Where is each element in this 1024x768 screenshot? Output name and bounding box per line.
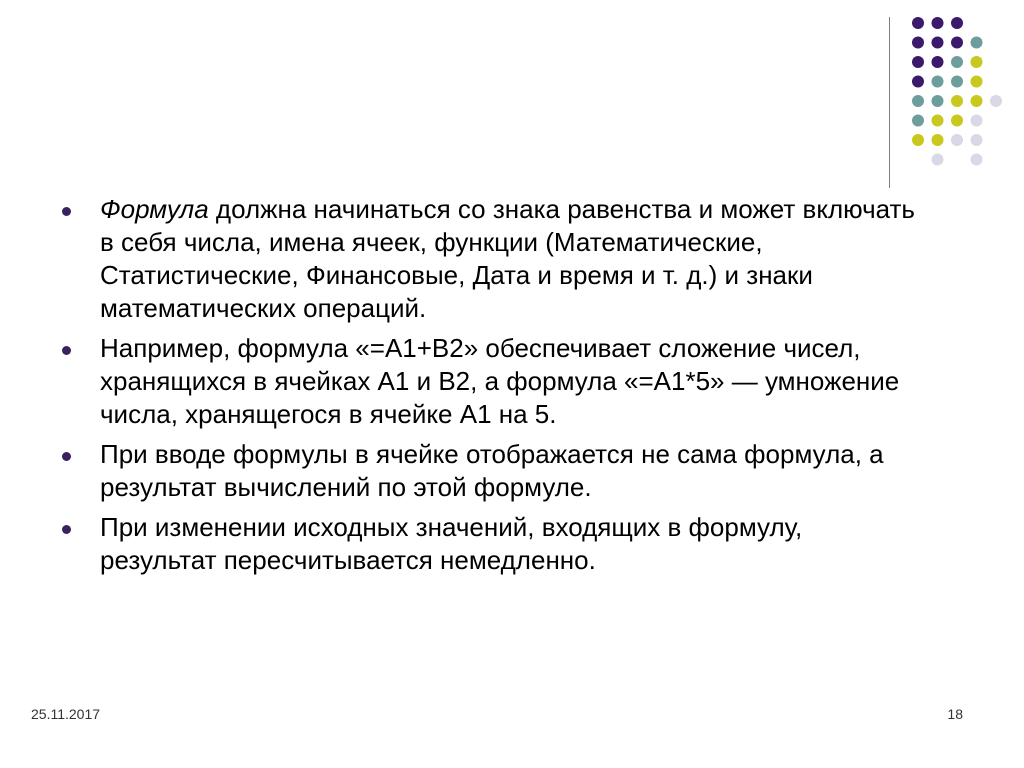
decorative-dot [951, 17, 963, 29]
decorative-dot [932, 37, 944, 49]
decorative-dot [951, 76, 963, 88]
decorative-dot [912, 95, 924, 107]
bullet-icon [62, 207, 71, 216]
decorative-dot [912, 17, 924, 29]
decorative-dot [932, 154, 944, 166]
bullet-text: должна начинаться со знака равенства и может включать в себя числа, имена ячеек, функции (Математические, Статистические, Финансовые, Дата и время и т. д.) и знаки математических операций. [100, 194, 915, 323]
bullet-text: Например, формула «=А1+В2» обеспечивает сложение чисел, хранящихся в ячейках А1 и В2, а формула «=А1*5» — умножение числа, хранящегося в ячейке А1 на 5. [100, 333, 900, 429]
decorative-dot-grid [0, 0, 1024, 200]
bullet-item-formula-definition [60, 193, 920, 325]
bullet-item-formula-example [60, 332, 920, 431]
bullet-emphasis: Формула [100, 194, 209, 224]
decorative-dot [932, 76, 944, 88]
decorative-dot [971, 115, 983, 127]
bullet-icon [62, 452, 71, 461]
bullet-icon [62, 525, 71, 534]
bullet-list [60, 193, 920, 577]
slide-body [60, 193, 920, 584]
decorative-dot [951, 37, 963, 49]
bullet-item-recalculation [60, 511, 920, 577]
bullet-text: При вводе формулы в ячейке отображается не сама формула, а результат вычислений по этой формуле. [100, 439, 884, 502]
decorative-dot [932, 17, 944, 29]
decorative-dot [971, 37, 983, 49]
decorative-dot [932, 115, 944, 127]
decorative-dot [971, 134, 983, 146]
decorative-dot [912, 56, 924, 68]
decorative-dot [912, 115, 924, 127]
decorative-dot [951, 56, 963, 68]
decorative-dot [971, 95, 983, 107]
footer-date: 25.11.2017 [31, 706, 101, 722]
decorative-dot [971, 154, 983, 166]
decorative-divider-line [889, 17, 890, 188]
decorative-dot [971, 56, 983, 68]
decorative-dot [990, 95, 1002, 107]
decorative-dot [912, 76, 924, 88]
decorative-dot [932, 95, 944, 107]
footer-page-number: 18 [947, 706, 963, 722]
decorative-dot [951, 115, 963, 127]
bullet-text: При изменении исходных значений, входящих в формулу, результат пересчитывается немедленно. [100, 512, 803, 575]
decorative-dot [912, 37, 924, 49]
decorative-dot [971, 76, 983, 88]
decorative-dot [932, 134, 944, 146]
bullet-icon [62, 346, 71, 355]
decorative-dot [951, 134, 963, 146]
decorative-dot [912, 134, 924, 146]
decorative-dot [932, 56, 944, 68]
decorative-dot [951, 95, 963, 107]
bullet-item-formula-display [60, 438, 920, 504]
